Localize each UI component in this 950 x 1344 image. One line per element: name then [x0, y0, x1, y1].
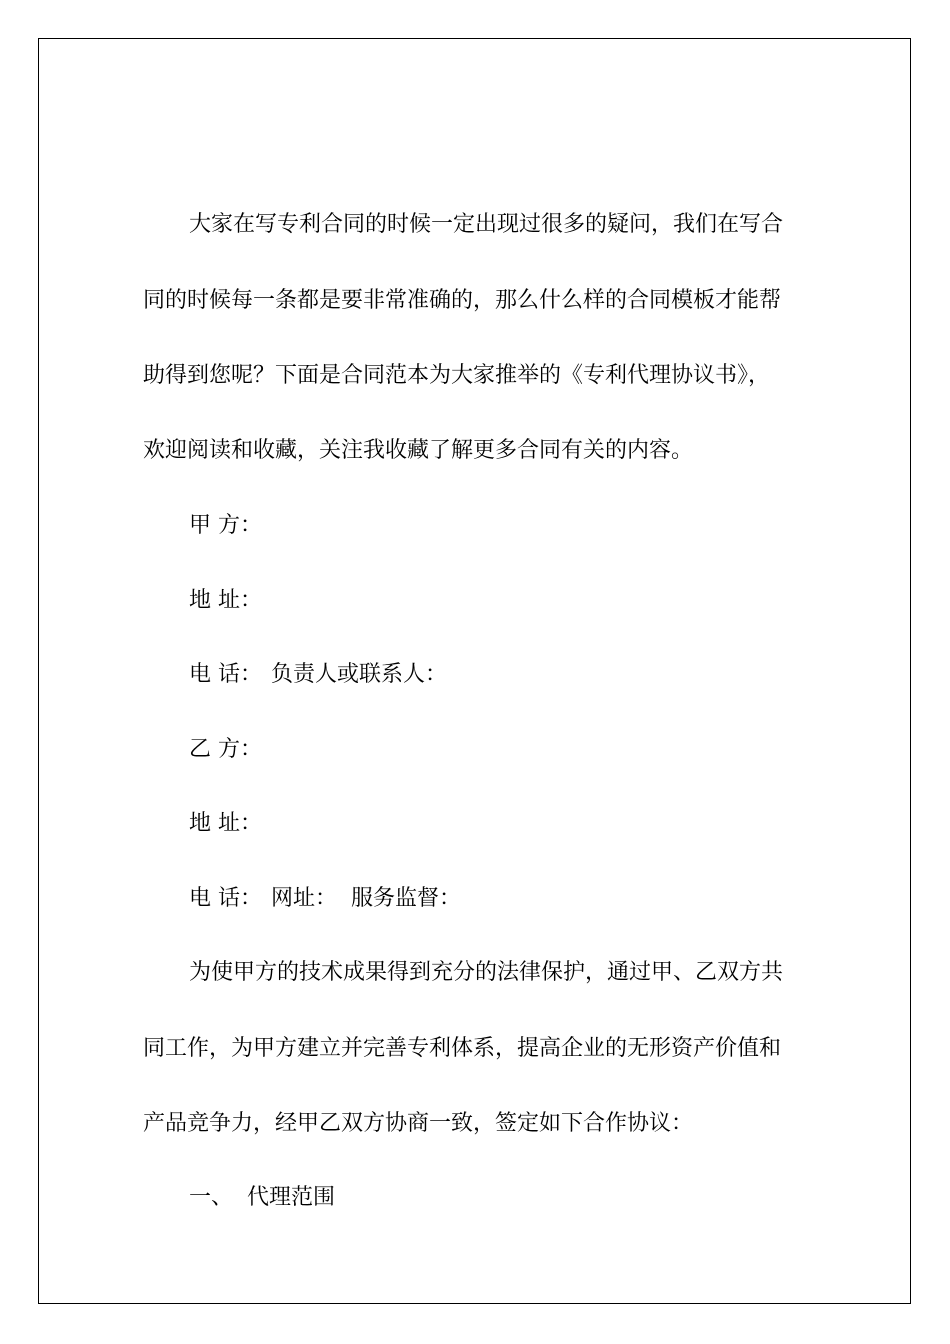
- party-b-address-label: 地 址：: [189, 811, 262, 836]
- intro-line-1: 大家在写专利合同的时候一定出现过很多的疑问，我们在写合: [189, 212, 784, 237]
- purpose-line-3: 产品竞争力，经甲乙双方协商一致，签定如下合作协议：: [143, 1111, 694, 1136]
- intro-line-2: 同的时候每一条都是要非常准确的，那么什么样的合同模板才能帮: [143, 288, 782, 313]
- party-b-website-label: 网址：: [271, 886, 338, 911]
- intro-line-3: 助得到您呢？下面是合同范本为大家推举的《专利代理协议书》，: [143, 363, 771, 388]
- purpose-line-2: 同工作，为甲方建立并完善专利体系，提高企业的无形资产价值和: [143, 1036, 782, 1061]
- purpose-line-1: 为使甲方的技术成果得到充分的法律保护，通过甲、乙双方共: [189, 960, 784, 985]
- party-a-phone-label: 电 话：: [189, 662, 262, 687]
- party-a-label: 甲 方：: [189, 513, 262, 538]
- intro-line-4: 欢迎阅读和收藏，关注我收藏了解更多合同有关的内容。: [143, 438, 694, 463]
- section-1-title: 代理范围: [247, 1185, 336, 1210]
- party-a-phone-line: [189, 662, 447, 688]
- party-b-supervision-label: 服务监督：: [351, 886, 462, 911]
- section-1-heading: [189, 1185, 335, 1211]
- section-1-number: 一、: [189, 1185, 234, 1210]
- party-b-label: 乙 方：: [189, 737, 262, 762]
- party-b-phone-line: [189, 886, 461, 912]
- party-a-address-label: 地 址：: [189, 588, 262, 613]
- party-b-phone-label: 电 话：: [189, 886, 262, 911]
- party-a-contact-label: 负责人或联系人：: [271, 662, 448, 687]
